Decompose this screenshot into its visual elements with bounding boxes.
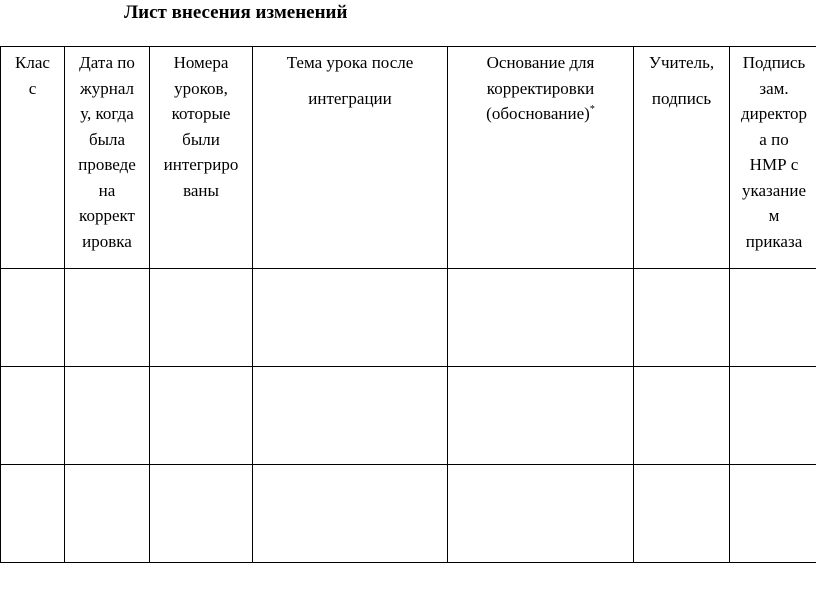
table-cell[interactable]: [253, 269, 448, 367]
table-cell[interactable]: [634, 269, 730, 367]
header-correction-basis: Основание для корректировки (обоснование)*: [448, 47, 634, 269]
header-correction-date: Дата по журнал у, когда была проведе на коррект ировка: [65, 47, 150, 269]
table-cell[interactable]: [448, 465, 634, 563]
table-row: [1, 465, 816, 563]
table-cell[interactable]: [634, 465, 730, 563]
table-cell[interactable]: [65, 269, 150, 367]
table-cell[interactable]: [65, 367, 150, 465]
header-row: [1, 47, 816, 269]
header-lesson-numbers: Номера уроков, которые были интегриро ваны: [150, 47, 253, 269]
document-title: Лист внесения изменений: [124, 2, 348, 23]
table-cell[interactable]: [730, 367, 816, 465]
table-cell[interactable]: [65, 465, 150, 563]
table-cell[interactable]: [730, 269, 816, 367]
footnote-mark: *: [589, 104, 595, 115]
header-class: Клас с: [1, 47, 65, 269]
table-cell[interactable]: [1, 465, 65, 563]
table-cell[interactable]: [634, 367, 730, 465]
table-cell[interactable]: [1, 367, 65, 465]
table-cell[interactable]: [150, 465, 253, 563]
header-lesson-topic: Тема урока после интеграции: [253, 47, 448, 269]
header-teacher-signature: Учитель, подпись: [634, 47, 730, 269]
table-cell[interactable]: [448, 269, 634, 367]
table-cell[interactable]: [730, 465, 816, 563]
table-cell[interactable]: [253, 465, 448, 563]
table-cell[interactable]: [150, 367, 253, 465]
table-cell[interactable]: [1, 269, 65, 367]
table-cell[interactable]: [253, 367, 448, 465]
changes-table: [0, 46, 816, 563]
table-row: [1, 367, 816, 465]
table-cell[interactable]: [448, 367, 634, 465]
table-cell[interactable]: [150, 269, 253, 367]
table-row: [1, 269, 816, 367]
header-deputy-signature: Подпись зам. директор а по НМР с указание м приказа: [730, 47, 816, 269]
